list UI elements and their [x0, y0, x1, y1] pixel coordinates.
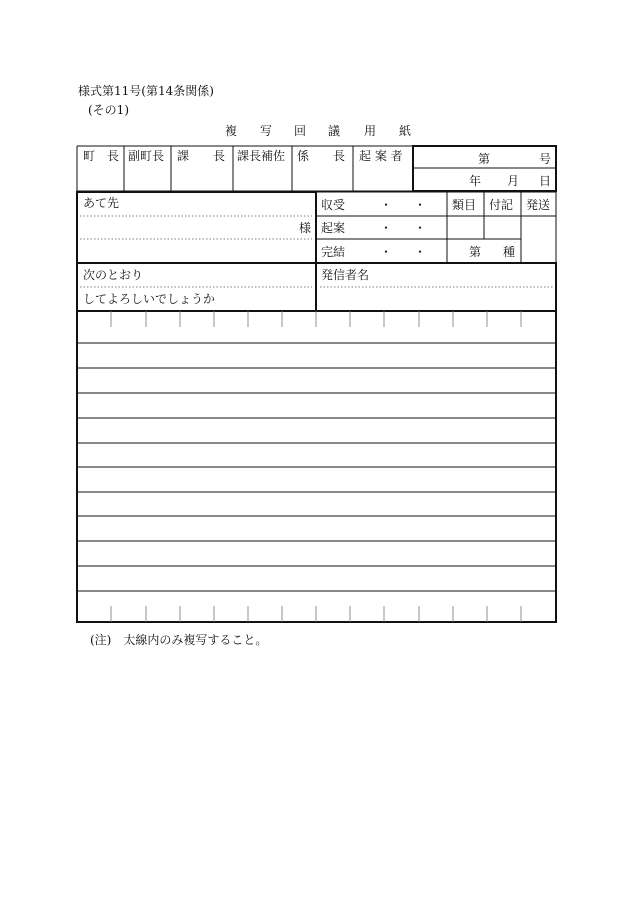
header-note: 付記 [489, 198, 514, 212]
approval-cell-drafter: 起 案 者 [359, 149, 403, 163]
title-char-5: 用 [364, 124, 377, 138]
approval-cell-section-chief: 課 長 [177, 149, 226, 163]
header-dispatch: 発送 [526, 198, 551, 212]
title-char-2: 写 [260, 124, 273, 138]
date-day: 日 [539, 174, 552, 188]
sender-label: 発信者名 [321, 268, 370, 282]
approval-cell-mayor: 町 長 [83, 149, 120, 163]
date-dot: ・ [380, 221, 393, 235]
date-dot: ・ [414, 198, 427, 212]
approval-cell-subsection-chief: 係 長 [297, 149, 346, 163]
title-char-4: 議 [328, 124, 341, 138]
request-line-2: してよろしいでしょうか [83, 292, 216, 306]
title-char-3: 回 [294, 124, 307, 138]
process-completed: 完結 [321, 245, 346, 259]
process-drafted: 起案 [321, 221, 346, 235]
approval-cell-assistant-chief: 課長補佐 [237, 149, 286, 163]
approval-cell-deputy-mayor: 副町長 [128, 149, 165, 163]
title-char-6: 紙 [399, 124, 412, 138]
process-received: 収受 [321, 198, 346, 212]
form-number: 様式第11号(第14条関係) [78, 84, 214, 98]
number-go: 号 [539, 152, 552, 166]
title-char-1: 複 [225, 124, 238, 138]
date-month: 月 [507, 174, 520, 188]
date-dot: ・ [414, 221, 427, 235]
header-category: 類目 [452, 198, 477, 212]
date-dot: ・ [414, 245, 427, 259]
number-dai: 第 [478, 152, 491, 166]
date-year: 年 [469, 174, 482, 188]
date-dot: ・ [380, 245, 393, 259]
addressee-label: あて先 [83, 196, 120, 210]
class-shu: 種 [503, 245, 516, 259]
request-line-1: 次のとおり [83, 268, 144, 282]
footnote: (注) 太線内のみ複写すること。 [90, 633, 268, 647]
date-dot: ・ [380, 198, 393, 212]
form-sub-number: (その1) [88, 103, 129, 117]
addressee-sama: 様 [299, 221, 312, 235]
class-dai: 第 [469, 245, 482, 259]
